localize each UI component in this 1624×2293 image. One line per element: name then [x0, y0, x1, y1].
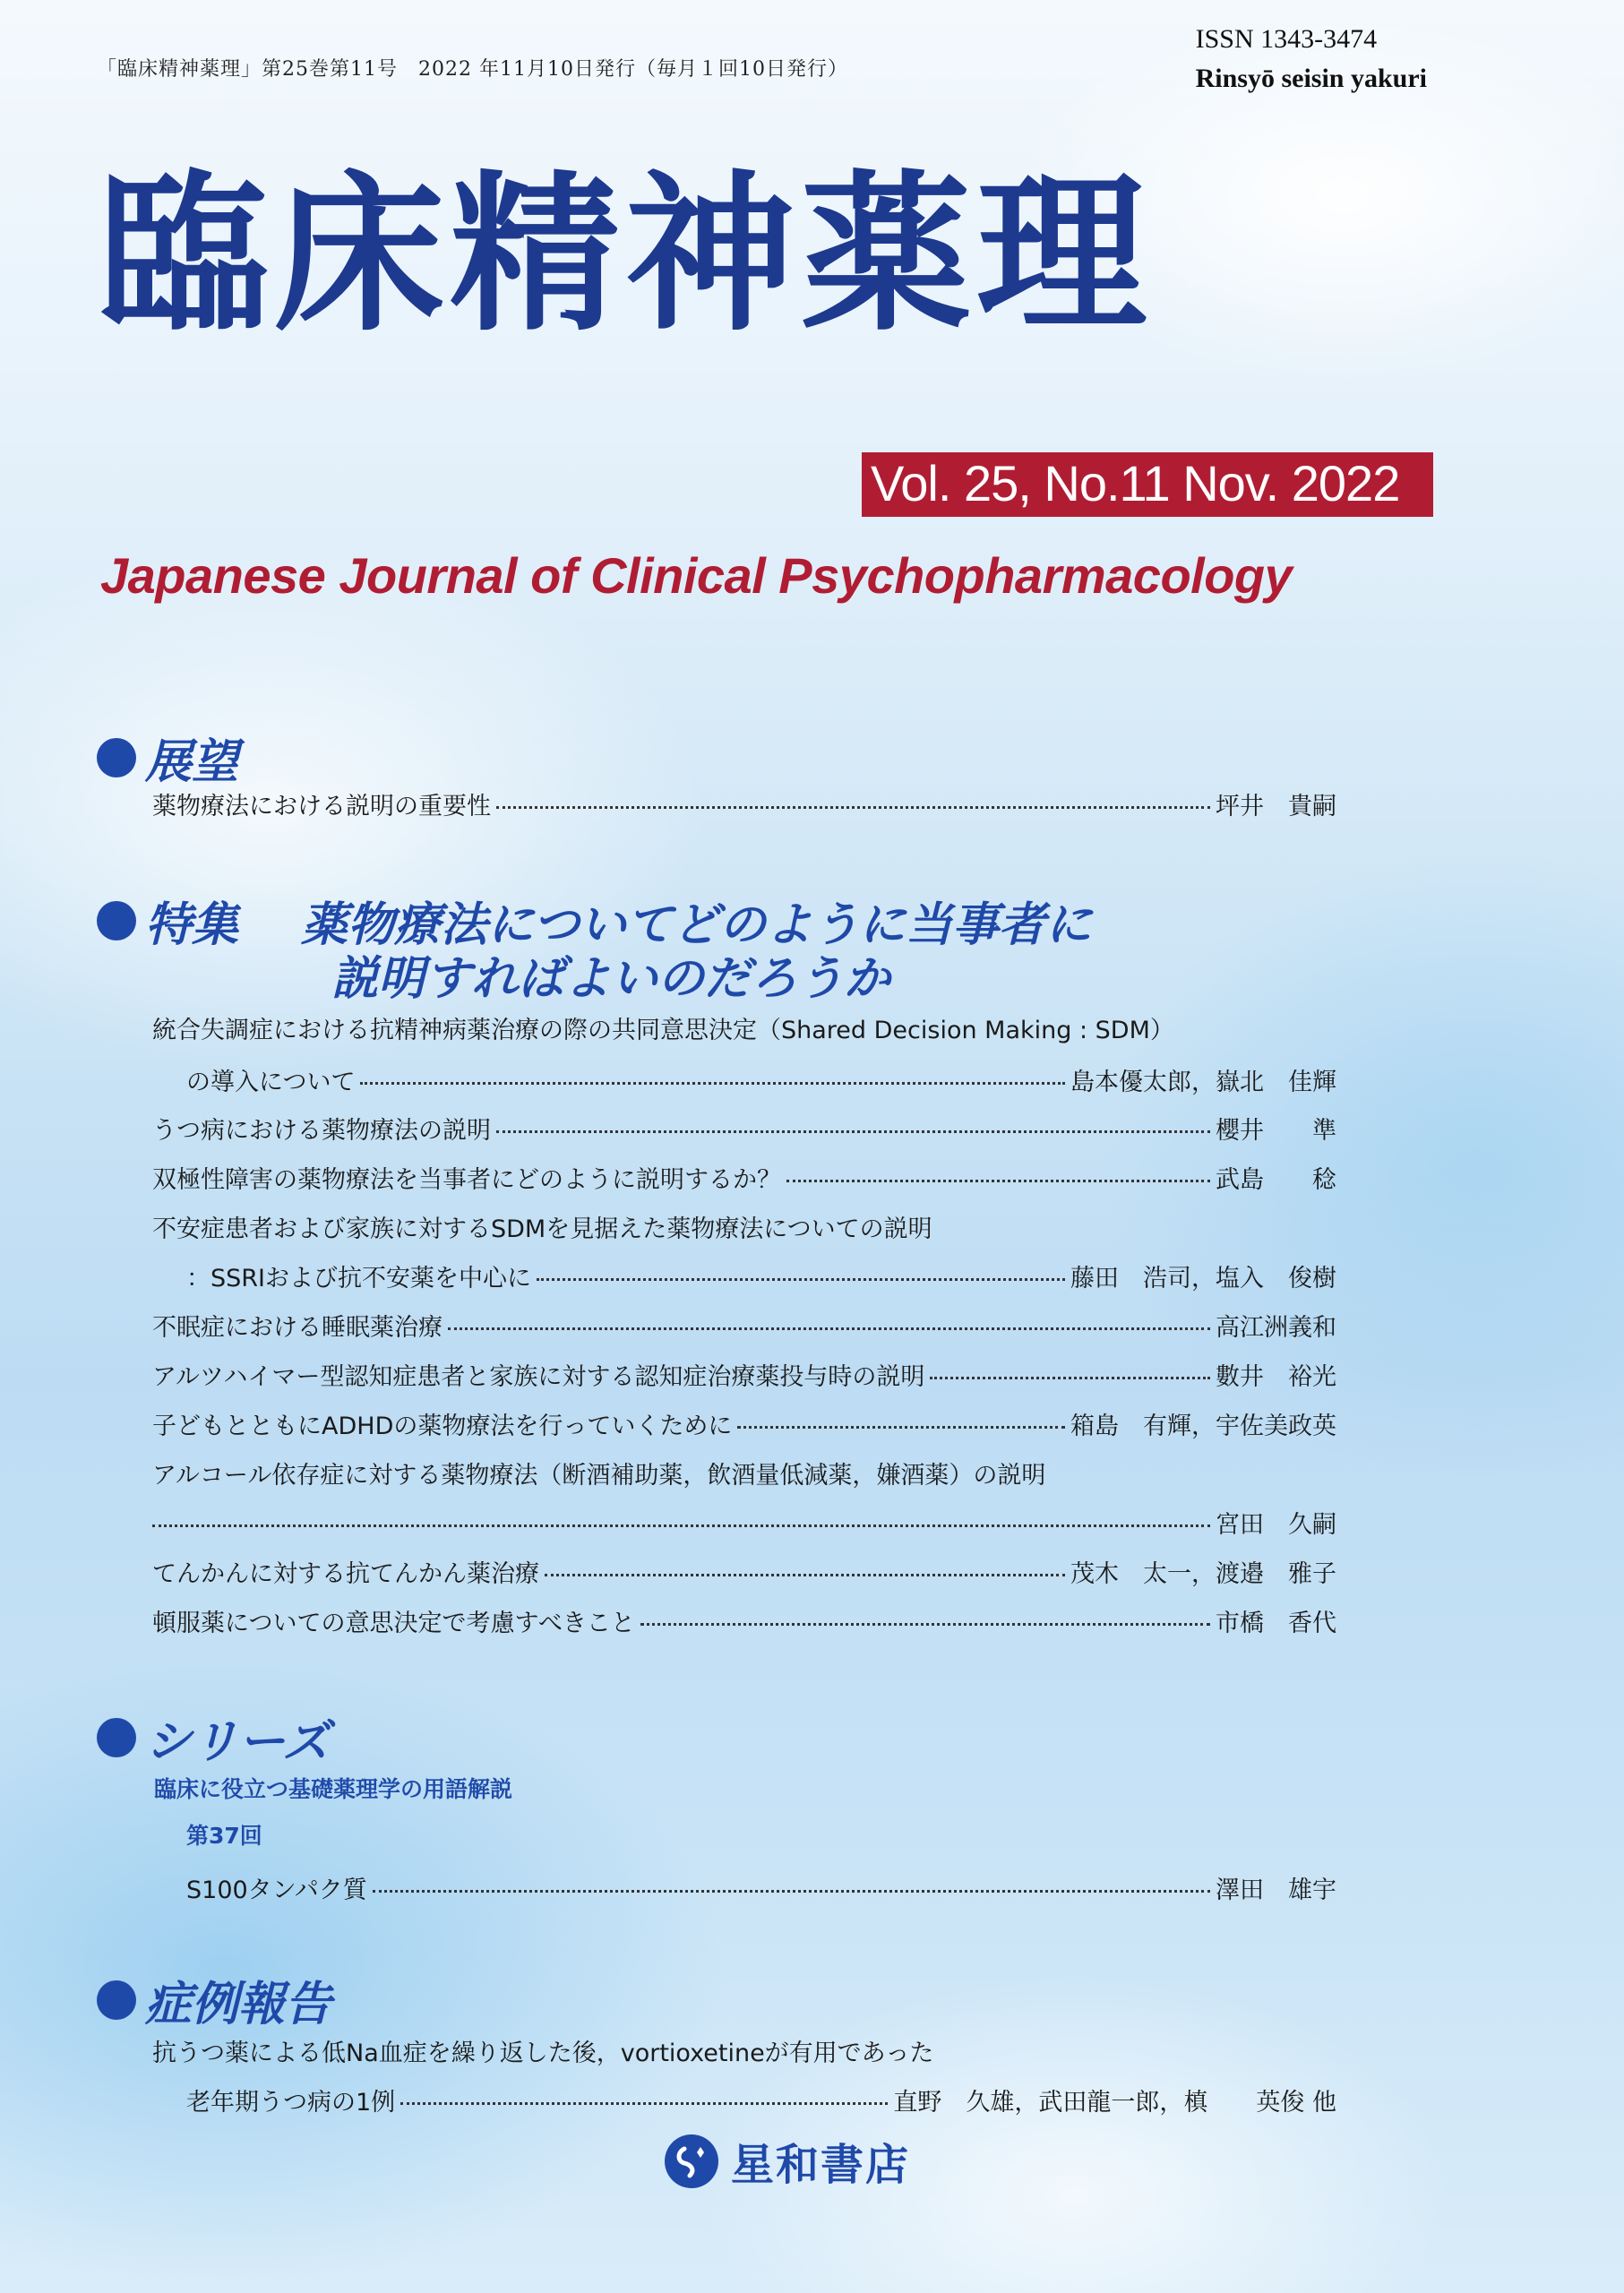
toc-entry-author: 島本優太郎，嶽北 佳輝 — [1070, 1069, 1336, 1096]
toc-entry[interactable] — [152, 1357, 1336, 1392]
toc-entry-title: 不眠症における睡眠薬治療 — [152, 1314, 443, 1342]
feature-theme-line2: 説明すればよいのだろうか — [331, 952, 891, 1006]
toc-entry-author: 直野 久雄，武田龍一郎，槙 英俊 他 — [893, 2089, 1336, 2117]
bullet-dot-icon — [97, 738, 136, 777]
toc-entry-author: 櫻井 準 — [1216, 1117, 1336, 1145]
issn-number: ISSN 1343-3474 — [1195, 24, 1378, 54]
toc-entry-author: 澤田 雄宇 — [1216, 1876, 1336, 1904]
toc-entry-author: 茂木 太一，渡邉 雅子 — [1070, 1560, 1336, 1588]
journal-title: 臨床精神薬理 — [99, 156, 1153, 354]
section-tokushu-title: 特集 — [145, 898, 239, 952]
toc-entry-title: 子どもとともにADHDの薬物療法を行っていくために — [152, 1413, 733, 1440]
toc-entry[interactable] — [152, 786, 1336, 821]
toc-entry-title: 抗うつ薬による低Na血症を繰り返した後，vortioxetineが有用であった — [152, 2040, 934, 2067]
dot-leader — [545, 1574, 1065, 1576]
toc-entry-author: 武島 稔 — [1216, 1166, 1336, 1194]
toc-entry-author: 藤田 浩司，塩入 俊樹 — [1070, 1265, 1336, 1292]
toc-entry[interactable] — [186, 1258, 1336, 1293]
feature-theme-line1: 薬物療法についてどのように当事者に — [301, 898, 1092, 952]
toc-entry-title: S100タンパク質 — [186, 1876, 367, 1904]
dot-leader — [496, 806, 1210, 809]
section-series-heading — [97, 1704, 329, 1771]
toc-entry[interactable] — [152, 1505, 1336, 1540]
seiwa-logo-icon — [665, 2134, 718, 2188]
toc-entry[interactable] — [186, 2083, 1336, 2117]
publisher-name: 星和書店 — [731, 2140, 911, 2190]
toc-entry-author: 高江洲義和 — [1216, 1314, 1336, 1342]
toc-entry[interactable] — [152, 1160, 1336, 1195]
toc-entry[interactable] — [152, 1554, 1336, 1589]
dot-leader — [930, 1377, 1210, 1379]
toc-entry-author: 市橋 香代 — [1216, 1610, 1336, 1637]
section-tenbo-title: 展望 — [145, 735, 239, 789]
toc-entry-title-cont: 老年期うつ病の1例 — [186, 2089, 396, 2117]
toc-entry-title-cont: ：SSRIおよび抗不安薬を中心に — [186, 1265, 531, 1292]
toc-entry-author: 坪井 貴嗣 — [1216, 793, 1336, 820]
toc-entry[interactable] — [186, 1870, 1336, 1905]
toc-entry[interactable] — [186, 1062, 1336, 1097]
toc-entry-title: 頓服薬についての意思決定で考慮すべきこと — [152, 1610, 635, 1637]
toc-entry-author: 箱島 有輝，宇佐美政英 — [1070, 1413, 1336, 1440]
toc-entry-title: 薬物療法における説明の重要性 — [152, 793, 491, 820]
section-case-heading — [97, 1966, 331, 2033]
english-title: Japanese Journal of Clinical Psychopharmacology — [100, 547, 1293, 604]
bullet-dot-icon — [97, 901, 136, 940]
toc-entry-title: てんかんに対する抗てんかん薬治療 — [152, 1560, 539, 1588]
toc-entry-author: 數井 裕光 — [1216, 1363, 1336, 1391]
toc-entry-author: 宮田 久嗣 — [1216, 1511, 1336, 1539]
series-subtitle: 臨床に役立つ基礎薬理学の用語解説 — [154, 1776, 513, 1802]
dot-leader — [496, 1130, 1210, 1133]
toc-entry-title: アルコール依存症に対する薬物療法（断酒補助薬，飲酒量低減薬，嫌酒薬）の説明 — [152, 1462, 1046, 1490]
section-tenbo-heading — [97, 724, 238, 791]
toc-entry[interactable] — [152, 1406, 1336, 1441]
issue-info-line: 「臨床精神薬理」第25巻第11号 2022 年11月10日発行（毎月１回10日発行） — [97, 58, 848, 81]
dot-leader — [737, 1426, 1065, 1429]
toc-entry[interactable] — [152, 1603, 1336, 1638]
toc-entry-title-cont: の導入について — [186, 1069, 356, 1096]
bullet-dot-icon — [97, 1980, 136, 2020]
toc-entry-title: 不安症患者および家族に対するSDMを見据えた薬物療法についての説明 — [152, 1215, 932, 1243]
toc-entry-title: 双極性障害の薬物療法を当事者にどのように説明するか？ — [152, 1166, 781, 1194]
section-series-title: シリーズ — [145, 1715, 330, 1769]
dot-leader — [537, 1278, 1065, 1281]
toc-entry[interactable] — [152, 1308, 1336, 1343]
dot-leader — [373, 1890, 1210, 1893]
bullet-dot-icon — [97, 1718, 136, 1757]
romanized-title: Rinsyō seisin yakuri — [1195, 64, 1427, 93]
dot-leader — [786, 1180, 1210, 1182]
dot-leader — [360, 1082, 1065, 1085]
dot-leader — [640, 1623, 1210, 1626]
dot-leader — [448, 1327, 1210, 1330]
toc-entry-title: うつ病における薬物療法の説明 — [152, 1117, 491, 1145]
volume-badge: Vol. 25, No.11 Nov. 2022 — [862, 452, 1433, 517]
dot-leader — [152, 1524, 1210, 1527]
toc-entry[interactable] — [152, 1111, 1336, 1146]
series-number: 第37回 — [186, 1823, 262, 1849]
toc-entry-title: 統合失調症における抗精神病薬治療の際の共同意思決定（Shared Decision Making : SDM） — [152, 1017, 1174, 1044]
issn-block — [1196, 20, 1427, 99]
publisher-block — [665, 2130, 910, 2192]
section-case-title: 症例報告 — [145, 1978, 332, 2031]
toc-entry-title: アルツハイマー型認知症患者と家族に対する認知症治療薬投与時の説明 — [152, 1363, 925, 1391]
dot-leader — [400, 2102, 888, 2105]
